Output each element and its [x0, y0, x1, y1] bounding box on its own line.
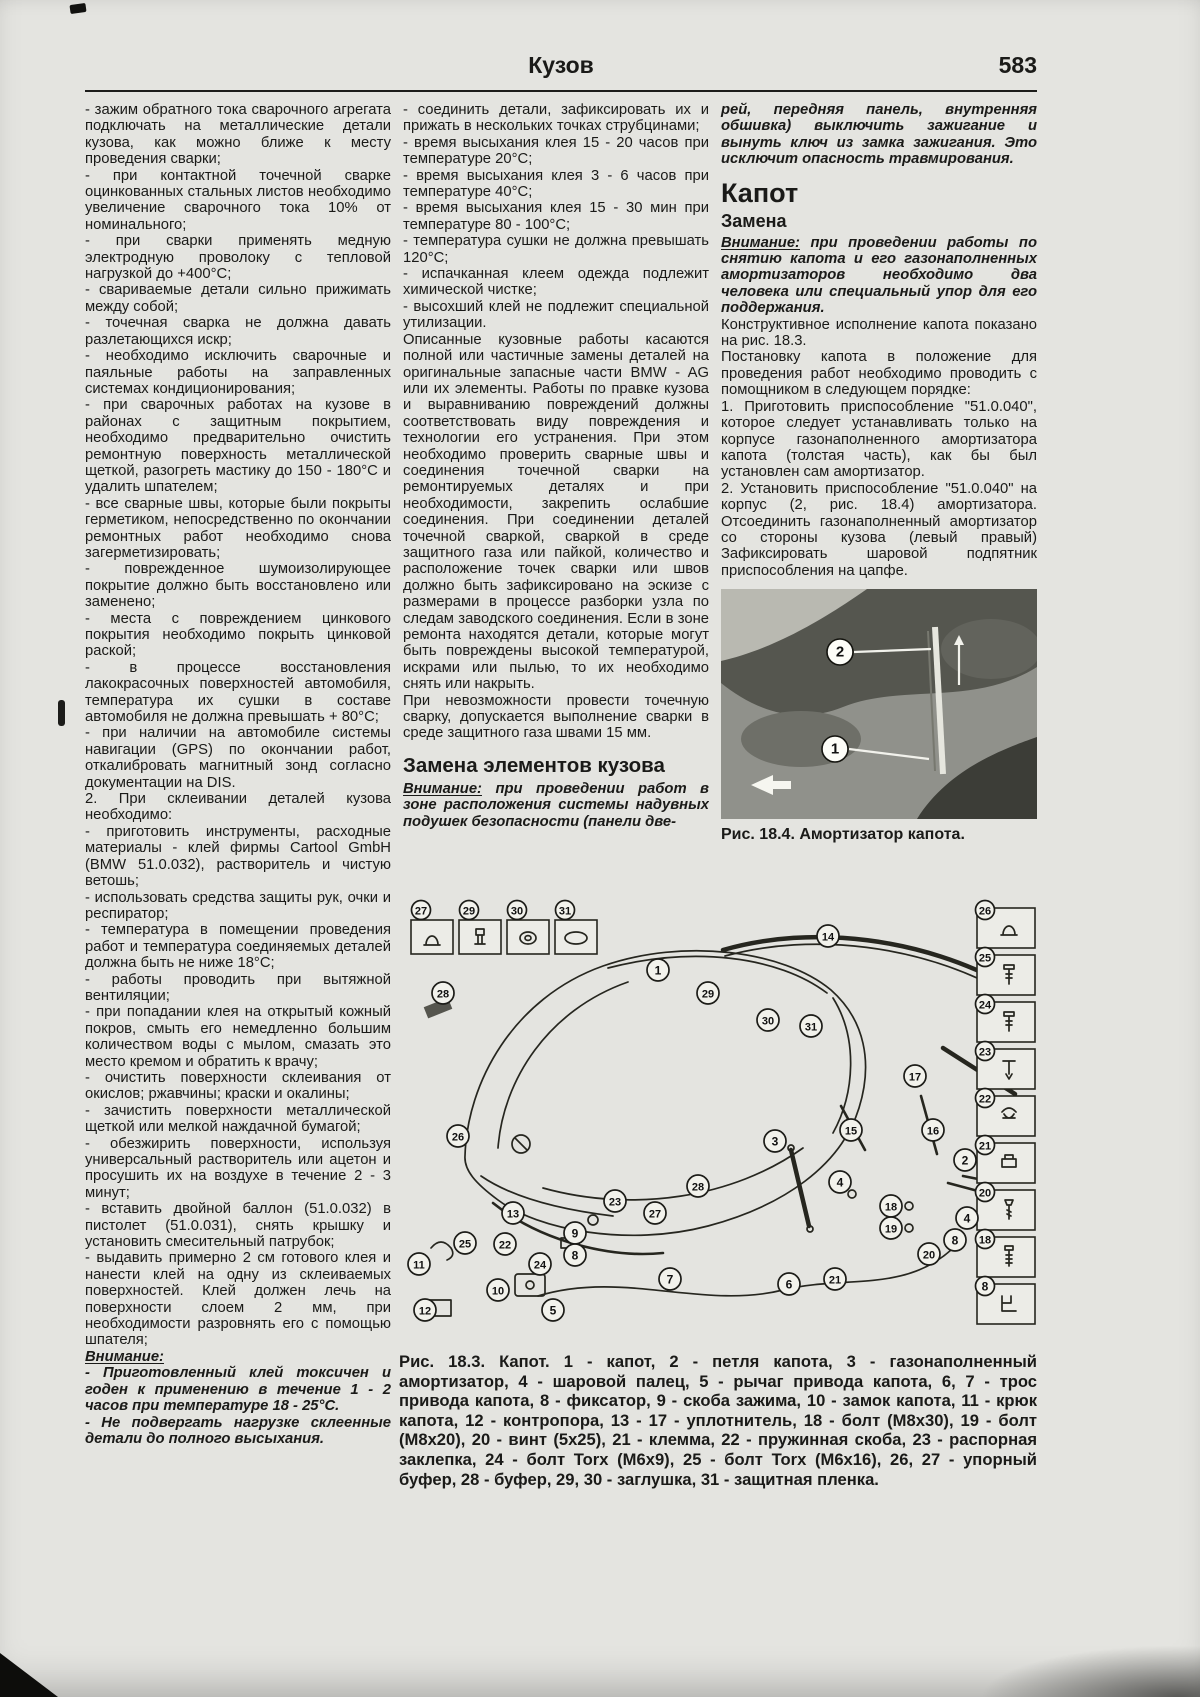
- callout-31: [800, 1015, 822, 1037]
- callout-8: [944, 1229, 966, 1251]
- column-middle: [403, 102, 709, 830]
- paragraph: - при попадании клея на открытый кожный покров, смыть его немедленно большим количеством воды с мылом, смазать это место кремом и обратить к врачу;: [85, 1004, 391, 1070]
- svg-text:12: 12: [418, 1305, 432, 1318]
- paragraph: 2. Установить приспособление "51.0.040" на корпус (2, рис. 18.4) амортизатора. Отсоединить газонаполненный амортизатор со стороны кузова (левый правый) Зафиксировать шаровой подпятник приспособления на цапфе.: [721, 480, 1037, 579]
- page-number: 583: [998, 52, 1037, 78]
- svg-text:8: 8: [571, 1248, 579, 1263]
- figure-18-3-caption: Рис. 18.3. Капот. 1 - капот, 2 - петля капота, 3 - газонаполненный амортизатор, 4 - шаровой палец, 5 - рычаг привода капота, 6, 7 - трос привода капота, 8 - фиксатор, 9 - скоба зажима, 10 - замок капота, 11 - крюк капота, 12 - контропора, 13 - 17 - уплотнитель, 18 - болт (М8х30), 19 - болт (М8х20), 20 - винт (5х25), 21 - клемма, 22 - пружинная скоба, 23 - распорная заклепка, 24 - болт Torx (М6х9), 25 - болт Torx (М6х16), 26, 27 - упорный буфер, 28 - буфер, 29, 30 - заглушка, 31 - защитная пленка.: [399, 1352, 1037, 1489]
- paragraph: - время высыхания клея 15 - 20 часов при температуре 20°C;: [403, 134, 709, 168]
- callout-30: [757, 1009, 779, 1031]
- callout-12: [414, 1299, 436, 1321]
- part-box-31: [555, 901, 597, 955]
- svg-text:16: 16: [926, 1125, 940, 1138]
- svg-text:30: 30: [761, 1015, 775, 1028]
- paragraph: - испачканная клеем одежда подлежит химической чистке;: [403, 266, 709, 299]
- svg-text:1: 1: [654, 963, 662, 978]
- paragraph: - все сварные швы, которые были покрыты герметиком, непосредственно по окончании ремонтных работ необходимо снова загерметизировать;: [85, 495, 391, 561]
- paragraph: - точечная сварка не должна давать разлетающихся искр;: [85, 315, 391, 348]
- callout-8: [564, 1244, 586, 1266]
- paragraph: рей, передняя панель, внутренняя обшивка) выключить зажигание и вынуть ключ из замка зажигания. Это исключит опасность травмирования.: [721, 102, 1037, 168]
- svg-text:19: 19: [884, 1223, 898, 1236]
- paragraph: - при контактной точечной сварке оцинкованных стальных листов необходимо увеличение сварочного тока 10% от номинального;: [85, 167, 391, 233]
- callout-25: [976, 948, 995, 967]
- callout-23: [976, 1042, 995, 1061]
- rivet-23: [588, 1215, 598, 1225]
- svg-text:25: 25: [458, 1238, 472, 1251]
- section-heading: Капот: [721, 177, 799, 208]
- paragraph: - выдавить примерно 2 см готового клея и нанести клей на одну из склеиваемых поверхностей. Клей должен лечь на поверхности слоем 2 мм, при необходимости разровнять его с помощью шпателя;: [85, 1250, 391, 1349]
- hood-strut-photo: [721, 589, 1037, 819]
- paragraph: - время высыхания клея 15 - 30 мин при температуре 80 - 100°C;: [403, 200, 709, 233]
- paragraph: Постановку капота в положение для проведения работ необходимо проводить с помощником в следующем порядке:: [721, 349, 1037, 399]
- paragraph: - при сварочных работах на кузове в районах с защитным покрытием, необходимо предварительно очистить ремонтную поверхность металлической щеткой, разогреть мастику до 150 - 180°C и удалить шпателем;: [85, 397, 391, 496]
- paragraph: - температура сушки не должна превышать 120°C;: [403, 233, 709, 266]
- svg-text:14: 14: [821, 931, 835, 944]
- callout-13: [502, 1202, 524, 1224]
- part-box-29: [459, 901, 501, 955]
- hood-crease: [833, 998, 851, 1133]
- callout-4: [829, 1171, 851, 1193]
- svg-text:24: 24: [533, 1259, 547, 1272]
- seal-strip-14: [723, 937, 1009, 986]
- column-right: [721, 102, 1037, 844]
- svg-text:9: 9: [571, 1226, 579, 1241]
- svg-text:5: 5: [549, 1303, 557, 1318]
- scan-artifact: [980, 1645, 1200, 1697]
- paragraph: - при наличии на автомобиле системы навигации (GPS) по окончании работ, откалибровать магнитный зонд согласно документации на DIS.: [85, 725, 391, 791]
- paragraph: - зачистить поверхности металлической щеткой или мелкой наждачной бумагой;: [85, 1102, 391, 1136]
- paragraph: Внимание:: [85, 1348, 164, 1365]
- column-right-text: [721, 102, 1037, 579]
- paragraph: - очистить поверхности склеивания от окислов; ржавчины; краски и окалины;: [85, 1069, 391, 1103]
- svg-text:1: 1: [830, 740, 840, 758]
- paragraph: 2. При склеивании деталей кузова необходимо:: [85, 791, 391, 824]
- svg-text:21: 21: [828, 1274, 842, 1287]
- paragraph: - обезжирить поверхности, используя универсальный растворитель или ацетон и просушить их на воздухе в течение 2 - 3 минут;: [85, 1135, 391, 1201]
- svg-text:18: 18: [884, 1201, 898, 1214]
- callout-2: [827, 639, 853, 665]
- paragraph: 1. Приготовить приспособление "51.0.040", которое следует устанавливать только на корпусе газонаполненного амортизатора капота (толстая часть), как бы был установлен сам амортизатор.: [721, 398, 1037, 481]
- svg-text:30: 30: [510, 905, 524, 918]
- callout-20: [918, 1243, 940, 1265]
- side-part-boxes: [976, 901, 1036, 1325]
- callout-18: [976, 1230, 995, 1249]
- svg-text:7: 7: [666, 1272, 674, 1287]
- svg-text:28: 28: [436, 988, 450, 1001]
- part-box-20: [976, 1183, 1036, 1231]
- column-left: [85, 102, 391, 1447]
- callout-24: [529, 1253, 551, 1275]
- svg-text:27: 27: [414, 905, 428, 918]
- paragraph: - необходимо исключить сварочные и паяльные работы на заправленных системах кондиционирования;: [85, 348, 391, 397]
- scan-artifact: [0, 1653, 58, 1697]
- svg-text:2: 2: [835, 643, 845, 661]
- part-box-26: [976, 901, 1036, 949]
- svg-text:29: 29: [701, 988, 715, 1001]
- paragraph: - вставить двойной баллон (51.0.032) в пистолет (51.0.031), снять крышку и установить смесительный патрубок;: [85, 1201, 391, 1251]
- part-box-8: [976, 1277, 1036, 1325]
- part-box-21: [976, 1136, 1036, 1184]
- paragraph: - поврежденное шумоизолирующее покрытие должно быть восстановлено или заменено;: [85, 561, 391, 611]
- hood-hook-11: [431, 1242, 453, 1260]
- svg-text:31: 31: [558, 905, 572, 918]
- svg-text:29: 29: [462, 905, 476, 918]
- svg-text:20: 20: [978, 1187, 992, 1200]
- header-rule: [85, 90, 1037, 92]
- hood-lock-10: [515, 1274, 545, 1296]
- hood-crease: [543, 1148, 803, 1200]
- svg-text:11: 11: [413, 1259, 425, 1272]
- paragraph: Внимание: при проведении работы по снятию капота и его газонаполненных амортизаторов необходимо два человека или специальный упор для его поддержания.: [721, 234, 1037, 317]
- part-box-30: [507, 901, 549, 955]
- roundel-detail: [515, 1138, 527, 1150]
- figure-18-4: [721, 589, 1037, 843]
- callout-26: [976, 901, 995, 920]
- part-box-25: [976, 948, 1036, 996]
- callout-19: [880, 1217, 902, 1239]
- top-part-boxes: [411, 901, 597, 955]
- callout-5: [542, 1299, 564, 1321]
- chapter-title: Кузов: [528, 52, 594, 78]
- callout-24: [976, 995, 995, 1014]
- diagram-callouts: [408, 925, 978, 1321]
- svg-text:13: 13: [506, 1208, 520, 1221]
- callout-6: [778, 1273, 800, 1295]
- svg-text:18: 18: [978, 1234, 992, 1247]
- svg-text:22: 22: [978, 1093, 992, 1106]
- paragraph: - зажим обратного тока сварочного агрегата подключать на металлические детали кузова, как можно ближе к месту проведения сварки;: [85, 102, 391, 168]
- paragraph: - свариваемые детали сильно прижимать между собой;: [85, 282, 391, 315]
- paragraph: - высохший клей не подлежит специальной утилизации.: [403, 298, 709, 332]
- callout-3: [764, 1130, 786, 1152]
- svg-text:25: 25: [978, 952, 992, 965]
- paragraph: - соединить детали, зафиксировать их и прижать в нескольких точках струбцинами;: [403, 102, 709, 135]
- part-box-23: [976, 1042, 1036, 1090]
- parts-diagram-svg: [403, 898, 1037, 1348]
- callout-15: [840, 1119, 862, 1141]
- photo-midtone: [941, 619, 1037, 679]
- svg-text:17: 17: [908, 1071, 922, 1084]
- svg-text:21: 21: [978, 1140, 992, 1153]
- paragraph: - в процессе восстановления лакокрасочных поверхностей автомобиля, температура их сушки в составе автомобиля не должна превышать + 80°C;: [85, 659, 391, 726]
- svg-text:27: 27: [648, 1208, 662, 1221]
- callout-23: [604, 1190, 626, 1212]
- callout-27: [412, 901, 431, 920]
- svg-text:10: 10: [491, 1285, 505, 1298]
- callout-10: [487, 1279, 509, 1301]
- part-box-22: [976, 1089, 1036, 1137]
- svg-text:28: 28: [691, 1181, 705, 1194]
- seal-strip-14-inner: [725, 944, 1005, 992]
- part-box-27: [411, 901, 453, 955]
- paragraph: - время высыхания клея 3 - 6 часов при температуре 40°C;: [403, 167, 709, 201]
- svg-text:22: 22: [498, 1239, 512, 1252]
- callout-21: [824, 1268, 846, 1290]
- bolt-19: [905, 1224, 913, 1232]
- callout-7: [659, 1268, 681, 1290]
- callout-18: [880, 1195, 902, 1217]
- svg-text:23: 23: [978, 1046, 992, 1059]
- paragraph: Внимание: при проведении работ в зоне расположения системы надувных подушек безопасности (панели две-: [403, 780, 709, 830]
- callout-28: [432, 982, 454, 1004]
- paragraph: - использовать средства защиты рук, очки и респиратор;: [85, 889, 391, 922]
- callout-25: [454, 1232, 476, 1254]
- figure-18-4-caption: Рис. 18.4. Амортизатор капота.: [721, 826, 965, 844]
- svg-text:26: 26: [978, 905, 992, 918]
- callout-8: [976, 1277, 995, 1296]
- section-heading: Замена элементов кузова: [403, 753, 665, 777]
- gas-strut-3: [791, 1150, 809, 1226]
- callout-31: [556, 901, 575, 920]
- svg-text:24: 24: [978, 999, 992, 1012]
- bolt-18: [905, 1202, 913, 1210]
- callout-26: [447, 1125, 469, 1147]
- callout-4: [956, 1207, 978, 1229]
- callout-1: [647, 959, 669, 981]
- hood-crease: [498, 982, 628, 1148]
- svg-text:4: 4: [836, 1175, 844, 1190]
- page-header: [85, 52, 1037, 86]
- scan-artifact: [69, 3, 86, 14]
- section-heading: Замена: [721, 210, 787, 231]
- paragraph: - места с повреждением цинкового покрытия необходимо покрыть цинковой раской;: [85, 610, 391, 660]
- ball-pin-4: [848, 1190, 856, 1198]
- svg-text:20: 20: [922, 1249, 936, 1262]
- callout-29: [697, 982, 719, 1004]
- svg-text:23: 23: [608, 1196, 622, 1209]
- paragraph: - приготовить инструменты, расходные материалы - клей фирмы Cartool GmbH (BMW 51.0.032), растворитель и чистую ветошь;: [85, 823, 391, 890]
- svg-text:3: 3: [771, 1134, 779, 1149]
- lock-detail: [526, 1281, 534, 1289]
- svg-text:8: 8: [951, 1233, 959, 1248]
- scan-artifact: [58, 700, 65, 726]
- callout-9: [564, 1222, 586, 1244]
- figure-18-3: [403, 898, 1037, 1348]
- callout-11: [408, 1253, 430, 1275]
- svg-text:26: 26: [451, 1131, 465, 1144]
- paragraph: При невозможности провести точечную сварку, допускается выполнение сварки в среде защитного газа швами 15 мм.: [403, 692, 709, 742]
- part-box-24: [976, 995, 1036, 1043]
- paragraph: - при сварки применять медную электродную проволоку с тепловой нагрузкой до +400°C;: [85, 233, 391, 283]
- hood-outline: [465, 951, 866, 1236]
- release-cable: [538, 1250, 951, 1296]
- callout-16: [922, 1119, 944, 1141]
- callout-21: [976, 1136, 995, 1155]
- callout-20: [976, 1183, 995, 1202]
- svg-text:15: 15: [844, 1125, 858, 1138]
- paragraph: - Приготовленный клей токсичен и годен к применению в течение 1 - 2 часов при температуре 18 - 25°C.: [85, 1365, 391, 1415]
- callout-14: [817, 925, 839, 947]
- callout-28: [687, 1175, 709, 1197]
- callout-22: [494, 1233, 516, 1255]
- callout-27: [644, 1202, 666, 1224]
- svg-text:6: 6: [785, 1277, 793, 1292]
- callout-30: [508, 901, 527, 920]
- paragraph: Конструктивное исполнение капота показано на рис. 18.3.: [721, 316, 1037, 350]
- paragraph: - температура в помещении проведения работ и температура соединяемых деталей должна быть не ниже 18°C;: [85, 922, 391, 972]
- callout-2: [954, 1149, 976, 1171]
- svg-text:8: 8: [981, 1279, 989, 1294]
- part-box-18: [976, 1230, 1036, 1278]
- callout-1: [822, 736, 848, 762]
- paragraph: - Не подвергать нагрузке склеенные детали до полного высыхания.: [85, 1414, 391, 1447]
- paragraph: Описанные кузовные работы касаются полной или частичные замены деталей на оригинальные запасные части BMW - AG или их элементы. Работы по правке кузова и выравниванию повреждений должны соответствовать виду повреждения и технологии его устранения. При этом необходимо проверить сварные швы и соединения точечной сварки на ремонтируемых деталях и при необходимости, закрепить ослабшие соединения. При соединении деталей точечной сваркой, сваркой в среде защитного газа или пайкой, количество и расположение точек сварки или швов должно быть зафиксировано на эскизе с размерами в процессе разборки узла по следам заводского соединения. Если в зоне ремонта находятся детали, которые могут быть повреждены высокой температурой, искрами или пылью, то их необходимо снять или накрыть.: [403, 331, 709, 693]
- paragraph: - работы проводить при вытяжной вентиляции;: [85, 971, 391, 1004]
- svg-text:4: 4: [963, 1211, 971, 1226]
- callout-22: [976, 1089, 995, 1108]
- svg-text:31: 31: [804, 1021, 818, 1034]
- svg-text:2: 2: [961, 1153, 969, 1168]
- callout-17: [904, 1065, 926, 1087]
- callout-29: [460, 901, 479, 920]
